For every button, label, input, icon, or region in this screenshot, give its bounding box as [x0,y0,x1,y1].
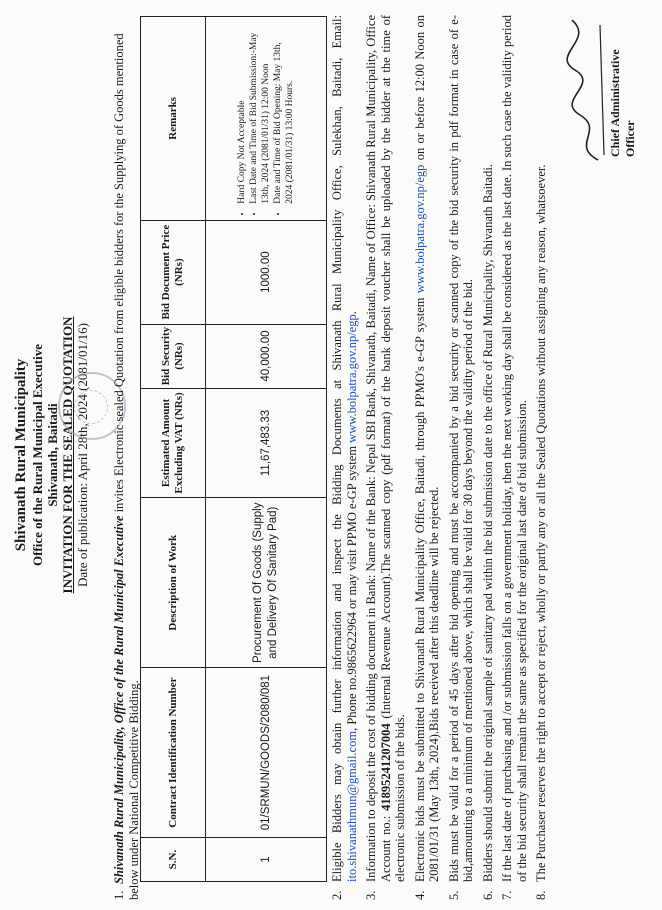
egp-link[interactable]: www.bolpatra.gov.np/egp [344,314,359,443]
office-location: Shivanath, Baitadi [45,403,60,507]
item-text: Bids must be valid for a period of 45 days after bid opening and must be accompanied by a bid security or scanned copy of the bid security in pdf format in case of e-bid,amounting to a minimum of mentioned above, which shall be valid for 30 days beyond the validity period of the bid. [446,15,475,882]
intro-text: invites Electronic sealed Quotation from eligible bidders for the Supplying of Goods mentioned below under National Competitive Bidding. [112,33,141,900]
item-text-part: Eligible Bidders may obtain further information and inspect the Bidding Documents at Shivanath Rural Municipality Office, Sulekhan, Baitadi, Email: [330,15,344,882]
item-text-part: on or before 12:00 Noon on 2081/01/31 (May 13th, 2024).Bids received after this deadline will be rejected. [412,15,441,882]
item-number: 4. [412,890,427,900]
cell-bid-security: 40,000.00 [206,324,327,388]
intro-entity: Shivanath Rural Municipality, Office of the Rural Municipal Executive [112,515,126,884]
item-number: 5. [446,890,461,900]
cell-sn: 1 [206,838,327,882]
conditions-list [330,15,554,900]
cell-remarks [206,17,327,221]
list-item [447,15,476,900]
header-remarks: Remarks [141,17,206,221]
list-item [481,15,496,900]
header-sn: S.N. [141,838,206,882]
email-link[interactable]: ito.shivanathmun@gmail.com [344,730,359,882]
item-text-part: (Internal Revenue Account).The scanned copy (pdf format) of the bank deposit voucher shall be uploaded by the bidder at the time of electronic submission of the bids. [378,15,407,882]
notice-title: INVITATION FOR THE SEALED QUOTATION [60,316,75,594]
item-text-part: Information to deposit the cost of bidding document in Bank: Name of the Bank: Nepal SBI Bank, Shivanath, Baitadi, Name of Office: Shivanath Rural Municipality, Office Account no.: [364,15,393,882]
item-text [364,15,408,882]
header-description: Description of Work [141,498,206,668]
list-item [500,15,529,900]
intro-number: 1. [112,890,126,900]
header-contract-id: Contract Identification Number [141,668,206,838]
cell-doc-price: 1000.00 [206,220,327,324]
bid-table [140,16,327,882]
item-text-part: Electronic bids must be submitted to Shivanath Rural Municipality Office, Baitadi, through PPMO's e-GP system [412,293,427,882]
list-item [364,15,408,900]
item-text: Bidders should submit the original sample of sanitary pad within the bid submission date to the office of Rural Municipality, Shivanath Baitadi. [480,164,495,882]
egp-link[interactable]: www.bolpatra.gov.np/egp [412,164,427,294]
header-estimated-amount: Estimated Amount Excluding VAT (NRs) [141,388,206,498]
item-number: 3. [364,890,378,900]
item-text: The Purchaser reserves the right to accept or reject, wholly or partly any or all the Sealed Quotations without assigning any reason, whatsoever. [534,164,548,882]
header-bid-security: Bid Security (NRs) [141,324,206,388]
office-name: Shivanath Rural Municipality [13,358,29,552]
item-text-part: . [344,311,359,315]
signature-block [560,15,637,165]
item-text [330,15,359,882]
table-header-row [141,17,206,882]
cell-estimated-amount: 11,67,483.33 [206,388,327,498]
list-item [330,15,359,900]
notice-header [12,0,90,910]
item-number: 6. [480,890,495,900]
publication-date: Date of publication: April 28th, 2024 (2081/01/16) [75,323,90,587]
remark-item: • Hard Copy Not Acceptable [236,21,248,204]
handwritten-signature [560,15,610,165]
table-row [206,17,327,882]
remark-item: • Last Date and Time of Bid Submission:-May 13th, 2024 (2081/01/31) 12:00 Noon [248,21,272,204]
item-text-part: , Phone no.9865622964 or may visit PPMO e-GP system [344,442,359,731]
list-item [413,15,442,900]
intro-paragraph [112,20,142,900]
cell-description: Procurement Of Goods (Supply and Delivery Of Sanitary Pad) [206,498,327,668]
signatory-title: Chief Administrative Officer [608,49,637,157]
item-text: If the last date of purchasing and /or submission falls on a government holiday, then the next working day shall be considered as the last date. In such case the validity period of the bid security shall remain the same as specified for the original last date of bid submission. [500,15,529,882]
office-subtitle: Office of the Rural Municipal Executive [30,343,45,567]
list-item [534,15,549,900]
item-number: 8. [534,890,548,900]
header-doc-price: Bid Document Price (NRs) [141,220,206,324]
item-number: 7. [500,890,514,900]
remark-item: • Date and Time of Bid Opening: May 13th, 2024 (2081/01/31) 13:00 Hours. [272,21,296,204]
cell-contract-id: 01/SRMUN/GOODS/2080/081 [206,668,327,838]
account-number: 41895241207004 [378,723,393,811]
item-text [413,15,442,882]
item-number: 2. [330,890,344,900]
